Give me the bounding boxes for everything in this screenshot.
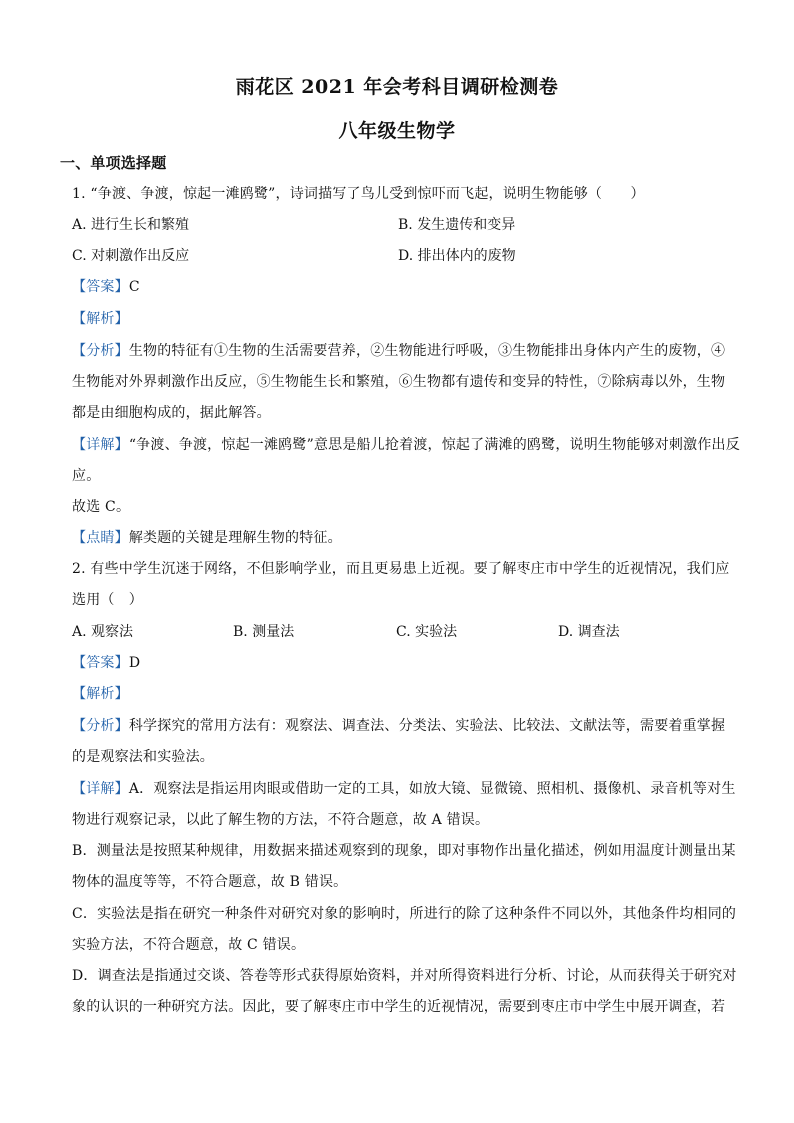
q2-option-c: C. 实验法 [396,624,458,640]
question-2-stem-line-1: 2. 有些中学生沉迷于网络，不但影响学业，而且更易患上近视。要了解枣庄市中学生的近视情况，我们应 [72,561,730,577]
exam-title: 雨花区 2021 年会考科目调研检测卷 [235,76,559,98]
q2-analysis-tag: 【解析】 [72,686,129,702]
fenxi-tag: 【分析】 [72,718,129,734]
q1-xiangjie-line-1 [72,434,740,454]
q2-xiangjie-line-2: 物进行观察记录，以此了解生物的方法，不符合题意，故 A 错误。 [72,812,490,828]
q2-fenxi-line-2: 的是观察法和实验法。 [72,749,214,765]
question-1-stem: 1. “争渡、争渡，惊起一滩鸥鹭”，诗词描写了鸟儿受到惊吓而飞起，说明生物能够（ ） [72,186,645,202]
section-heading: 一、单项选择题 [60,154,167,172]
q1-option-c: C. 对刺激作出反应 [72,248,190,264]
q1-analysis-tag: 【解析】 [72,311,129,327]
answer-tag: 【答案】 [72,655,129,671]
dianjing-text: 解类题的关键是理解生物的特征。 [128,530,342,546]
q2-option-b: B. 测量法 [233,624,295,640]
q1-option-b: B. 发生遗传和变异 [398,217,516,233]
q2-xiangjie-line-5: C．实验法是指在研究一种条件对研究对象的影响时，所进行的除了这种条件不同以外，其他条件均相同的 [72,906,737,922]
xiangjie-text: “争渡、争渡，惊起一滩鸥鹭”意思是船儿抢着渡，惊起了满滩的鸥鹭，说明生物能够对刺激作出反 [128,437,740,453]
q1-conclusion: 故选 C。 [72,499,131,515]
xiangjie-text: A．观察法是指运用肉眼或借助一定的工具，如放大镜、显微镜、照相机、摄像机、录音机等对生 [128,781,736,797]
q2-option-d: D. 调查法 [558,624,620,640]
q2-xiangjie-line-8: 象的认识的一种研究方法。因此，要了解枣庄市中学生的近视情况，需要到枣庄市中学生中展开调查，若 [72,999,726,1015]
answer-value: C [128,279,140,295]
q2-xiangjie-line-3: B．测量法是按照某种规律，用数据来描述观察到的现象，即对事物作出量化描述，例如用温度计测量出某 [72,843,736,859]
question-2-stem-line-2: 选用（ ） [72,592,143,608]
xiangjie-tag: 【详解】 [72,781,129,797]
q2-answer [72,652,140,672]
q1-fenxi-line-2: 生物能对外界刺激作出反应，⑤生物能生长和繁殖，⑥生物都有遗传和变异的特性，⑦除病毒以外，生物 [72,374,726,390]
q2-xiangjie-line-7: D．调查法是指通过交谈、答卷等形式获得原始资料，并对所得资料进行分析、讨论，从而获得关于研究对 [72,968,737,984]
q2-xiangjie-line-4: 物体的温度等等，不符合题意，故 B 错误。 [72,874,348,890]
q1-dianjing [72,527,342,547]
q1-answer [72,276,140,296]
answer-tag: 【答案】 [72,279,129,295]
q1-option-a: A. 进行生长和繁殖 [72,217,190,233]
fenxi-text: 生物的特征有①生物的生活需要营养，②生物能进行呼吸，③生物能排出身体内产生的废物，④ [128,343,726,359]
xiangjie-tag: 【详解】 [72,437,129,453]
q2-xiangjie-line-1 [72,778,736,798]
q2-option-a: A. 观察法 [72,624,134,640]
answer-value: D [128,655,141,671]
dianjing-tag: 【点睛】 [72,530,129,546]
q1-fenxi-line-1 [72,340,725,360]
fenxi-text: 科学探究的常用方法有：观察法、调查法、分类法、实验法、比较法、文献法等，需要着重掌握 [128,718,726,734]
q2-xiangjie-line-6: 实验方法，不符合题意，故 C 错误。 [72,937,306,953]
q1-xiangjie-line-2: 应。 [72,468,101,484]
q2-fenxi-line-1 [72,715,725,735]
exam-subtitle: 八年级生物学 [338,120,456,142]
q1-option-d: D. 排出体内的废物 [398,248,516,264]
q1-fenxi-line-3: 都是由细胞构成的，据此解答。 [72,405,271,421]
fenxi-tag: 【分析】 [72,343,129,359]
